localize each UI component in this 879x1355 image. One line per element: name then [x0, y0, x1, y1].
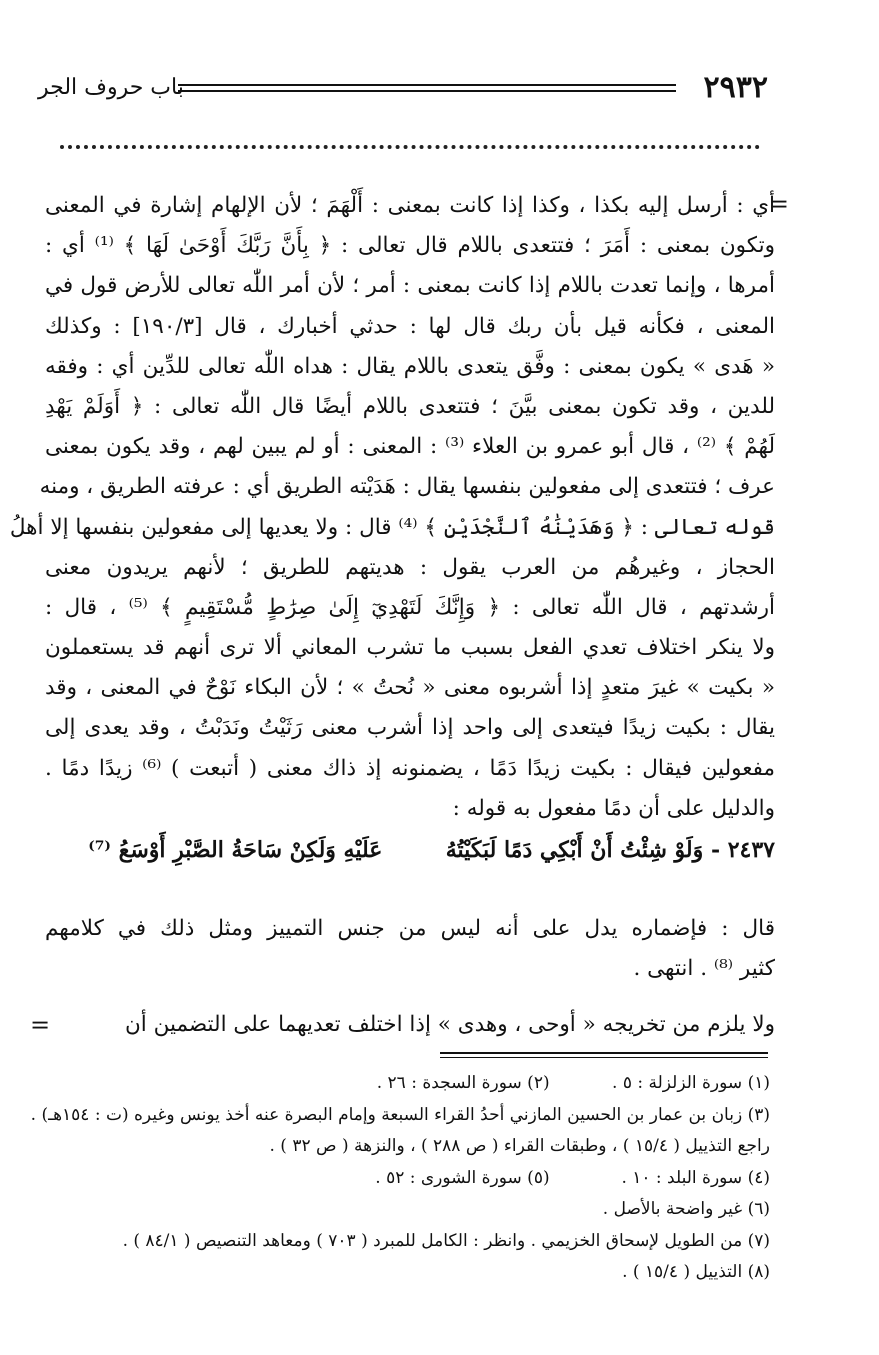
footnote-separator	[440, 1052, 768, 1058]
footnote-1: (١) سورة الزلزلة : ٥ .	[612, 1073, 770, 1093]
text-line: ولا يلزم من تخريجه « أوحى ، وهدى » إذا اختلف تعديهما على التضمين أن	[125, 1012, 775, 1037]
paragraph-continuation	[30, 1005, 775, 1045]
text-line: أمرها ، وإنما تعدت باللام إذا كانت بمعنى : أمر ؛ لأن أمر اللّٰه تعالى للأرض قول في	[45, 273, 775, 299]
text-line: أي : أرسل إليه بكذا ، وكذا إذا كانت بمعنى : أَلْهَمَ ؛ لأن الإلهام إشارة في المعنى	[45, 193, 775, 218]
text-line: يقال : بكيت زيدًا فيتعدى إلى واحد إذا أشرب معنى رَثَيْتُ ونَدَبْتُ ، وقد يعدى إلى	[45, 715, 775, 741]
text-line: المعنى ، فكأنه قيل بأن ربك قال لها : حدثي أخبارك ، قال [١٩٠/٣] : وكذلك	[45, 313, 776, 339]
footnote-row	[45, 1163, 770, 1195]
header-double-rule	[178, 84, 676, 92]
footnote-4: (٤) سورة البلد : ١٠ .	[621, 1167, 770, 1188]
verse-second-hemistich: عَلَيْهِ وَلَكِنْ سَاحَةُ الصَّبْرِ أَوْسَعُ ⁽⁷⁾	[88, 837, 383, 863]
footnote-3: (٣) زبان بن عمار بن الحسين المازني أحدُ القراء السبعة وإمام البصرة عنه أخذ يونس وغيره (ت : ١٥٤هـ) .	[30, 1104, 770, 1125]
text-line: عرف ؛ فتتعدى إلى مفعولين بنفسها يقال : هَدَيْته الطريق أي : عرفته الطريق ، ومنه	[39, 474, 775, 500]
footnote-7: (٧) من الطويل لإسحاق الخزيمي . وانظر : الكامل للمبرد ( ٧٠٣ ) ومعاهد التنصيص ( ٨٤/١ ) .	[122, 1230, 770, 1251]
text-line: وتكون بمعنى : أَمَرَ ؛ فتتعدى باللام قال تعالى : ﴿ بِأَنَّ رَبَّكَ أَوْحَىٰ لَهَا ﴾ ⁽¹⁾ أي :	[45, 233, 775, 259]
main-text	[9, 186, 789, 873]
paragraph-conclusion	[45, 909, 775, 989]
text-line: لَهُمْ ﴾ ⁽²⁾ ، قال أبو عمرو بن العلاء ⁽³⁾ : المعنى : أو لم يبين لهم ، وقد يكون بمعنى	[45, 434, 776, 460]
text-line: والدليل على أن دمًا مفعول به قوله :	[452, 795, 775, 821]
text-line: كثير ⁽⁸⁾ . انتهى .	[633, 956, 775, 982]
footnote-3-refs: راجع التذييل ( ١٥/٤ ) ، وطبقات القراء ( ص ٢٨٨ ) ، والنزهة ( ص ٣٢ ) .	[269, 1136, 770, 1156]
page-number: ٢٩٣٢	[703, 70, 768, 105]
text-line: قال : فإضماره يدل على أنه ليس من جنس التمييز ومثل ذلك في كلامهم	[45, 916, 775, 941]
footnote-8: (٨) التذييل ( ١٥/٤ ) .	[622, 1262, 770, 1282]
chapter-title: باب حروف الجر	[38, 75, 184, 100]
continuation-mark-bottom: =	[30, 1011, 51, 1039]
poetry-verse	[45, 829, 775, 873]
text-line: « هَدى » يكون بمعنى : وفَّق يتعدى باللام يقال : هداه اللّٰه تعالى للدِّين أي : وفقه	[45, 353, 775, 379]
footnote-6: (٦) غير واضحة بالأصل .	[602, 1199, 770, 1219]
footnotes	[30, 1068, 770, 1289]
dotted-separator	[60, 145, 760, 149]
footnote-2: (٢) سورة السجدة : ٢٦ .	[376, 1073, 550, 1093]
text-line: للدين ، وقد تكون بمعنى بيَّنَ ؛ فتتعدى باللام أيضًا قال اللّٰه تعالى : ﴿ أَوَلَمْ يَهْدِ	[45, 393, 775, 419]
verse-first-hemistich: وَلَوْ شِئْتُ أَنْ أَبْكِي دَمًا لَبَكَيْتُهُ	[445, 837, 704, 863]
page-header	[38, 68, 768, 108]
footnote-row	[45, 1068, 770, 1100]
text-line: قوله تعالى : ﴿ وَهَدَيْنَٰهُ ٱلنَّجْدَيْنِ ﴾ ⁽⁴⁾ قال : ولا يعديها إلى مفعولين بنفسها إلا أهلُ	[9, 514, 775, 540]
footnote-5: (٥) سورة الشورى : ٥٢ .	[375, 1167, 550, 1188]
text-line: أرشدتهم ، قال اللّٰه تعالى : ﴿ وَإِنَّكَ لَتَهْدِيٓ إِلَىٰ صِرَٰطٍ مُّسْتَقِيمٍ ﴾ ⁽⁵⁾ ، قال :	[45, 594, 775, 620]
continuation-mark-top: =	[768, 190, 789, 218]
text-line: « بكيت » غيرَ متعدٍ إذا أشربوه معنى « نُحتُ » ؛ لأن البكاء نَوْحٌ في المعنى ، وقد	[45, 675, 775, 701]
verse-number: ٢٤٣٧ -	[710, 837, 775, 863]
text-line: الحجاز ، وغيرهُم من العرب يقول : هديتهم للطريق ؛ لأنهم يريدون معنى	[45, 554, 775, 580]
text-line: مفعولين فيقال : بكيت زيدًا دَمًا ، يضمنونه إذ ذاك معنى ( أتبعت ) ⁽⁶⁾ زيدًا دمًا .	[45, 755, 775, 781]
text-line: ولا ينكر اختلاف تعدي الفعل بسبب ما تشرب المعاني ألا ترى أنهم قد يستعملون	[45, 635, 775, 661]
